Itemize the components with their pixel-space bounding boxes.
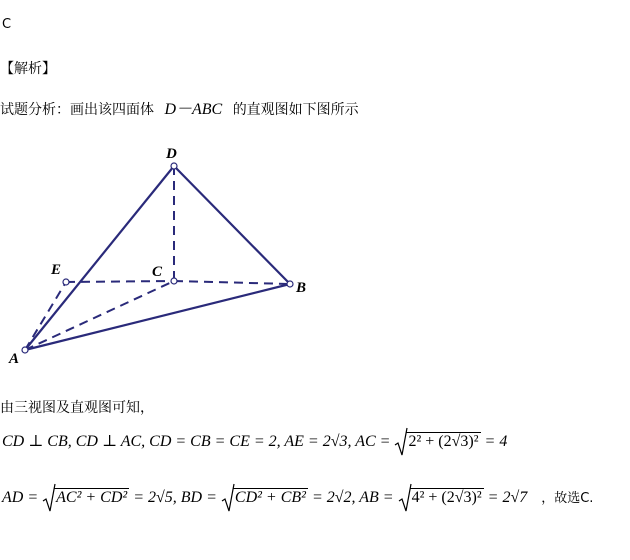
eq2-ad-sqrt (42, 481, 129, 515)
edge-EC (66, 281, 174, 282)
vertex-B (287, 281, 293, 287)
analysis-suffix: 的直观图如下图所示 (232, 102, 359, 118)
label-C: C (152, 264, 163, 280)
eq1-sqrt-content: 2² + (2√3)² (408, 433, 479, 450)
vertex-D (171, 163, 177, 169)
equation-line-2 (2, 481, 593, 515)
edge-DB (174, 166, 290, 284)
edge-AC (25, 281, 174, 350)
eq2-bd-sqrt-content: CD² + CB² (234, 489, 306, 506)
label-B: B (296, 280, 307, 296)
eq2-bd-result: = 2√2, (307, 489, 356, 506)
eq2-tail: ，故选C. (541, 491, 594, 506)
analysis-heading: 【解析】 (0, 61, 56, 77)
eq2-bd-prefix: BD = (176, 489, 221, 506)
edge-DA (25, 166, 174, 350)
eq2-bd-sqrt (221, 481, 308, 515)
label-A: A (9, 351, 20, 367)
edge-CB (174, 281, 290, 284)
eq2-ab-prefix: AB = (355, 489, 398, 506)
eq2-ad-sqrt-content: AC² + CD² (56, 489, 128, 506)
vertex-A (22, 347, 28, 353)
equation-line-1 (2, 425, 507, 459)
known-text: 由三视图及直观图可知， (0, 400, 154, 416)
answer-letter: C (2, 17, 12, 32)
eq2-ab-sqrt-content: 4² + (2√3)² (411, 489, 482, 506)
eq2-ad-result: = 2√5, (129, 489, 177, 506)
vertex-E (63, 279, 69, 285)
eq1-result: = 4 (480, 433, 508, 450)
eq2-ad-prefix: AD = (2, 489, 43, 506)
eq1-part1: CD ⊥ CB, CD ⊥ AC, CD = CB = CE = 2, AE = 2√3, AC = (2, 433, 395, 450)
eq2-ab-sqrt (398, 481, 484, 515)
label-D: D (166, 146, 177, 162)
edge-AB (25, 284, 290, 350)
label-E: E (51, 262, 62, 278)
eq1-sqrt (394, 425, 480, 459)
analysis-prefix: 试题分析：画出该四面体 (0, 102, 154, 118)
tetrahedron-name: D－ABC (164, 101, 223, 118)
eq2-ab-result: = 2√7 (483, 489, 528, 506)
vertex-C (171, 278, 177, 284)
